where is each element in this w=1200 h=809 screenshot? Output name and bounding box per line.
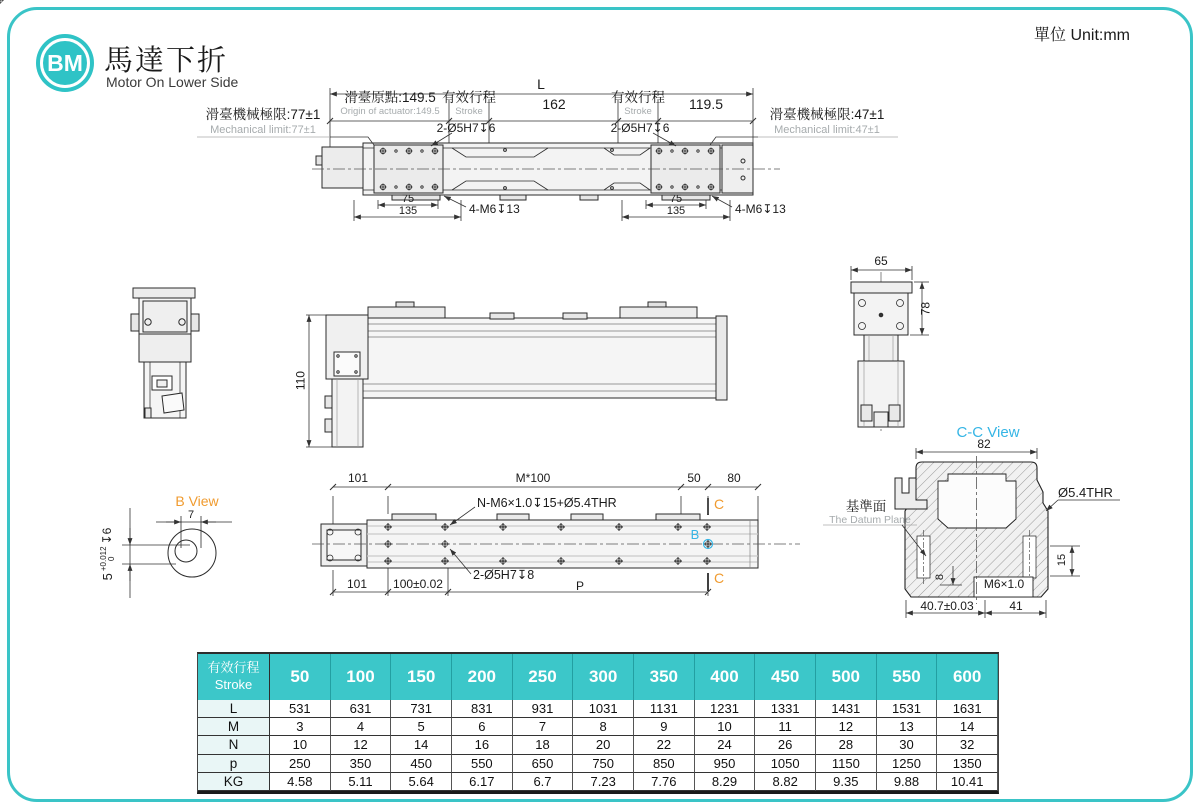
- stroke-header-en: Stroke: [214, 677, 253, 692]
- stroke-label-en-left: Stroke: [455, 106, 483, 117]
- table-cell: 950: [695, 755, 756, 773]
- table-cell: 8.29: [695, 773, 756, 791]
- origin-label-en: Origin of actuator:149.5: [340, 106, 440, 117]
- table-cell: 20: [573, 736, 634, 754]
- dim-L: L: [537, 76, 545, 92]
- page-title: 馬達下折: [104, 45, 229, 77]
- table-cell: 750: [573, 755, 634, 773]
- b-view-label: B View: [175, 493, 219, 509]
- table-cell: 831: [452, 700, 513, 718]
- table-cell: 1150: [816, 755, 877, 773]
- dim-8: 8: [933, 573, 946, 581]
- table-cell: 5.64: [391, 773, 452, 791]
- table-cell: 1350: [937, 755, 998, 773]
- table-cell: 6.17: [452, 773, 513, 791]
- table-cell: 7: [513, 718, 574, 736]
- stroke-header-cell: 300: [573, 654, 634, 700]
- table-cell: 13: [877, 718, 938, 736]
- table-row-label: L: [198, 700, 270, 718]
- dim-5-tol-stack: [100, 546, 117, 571]
- logo-text: BM: [47, 49, 83, 76]
- mech-limit-right-en: Mechanical limit:47±1: [774, 124, 880, 136]
- stroke-header-cell: 550: [877, 654, 938, 700]
- dim-119-5: 119.5: [689, 96, 723, 112]
- table-cell: 731: [391, 700, 452, 718]
- table-cell: 24: [695, 736, 756, 754]
- table-cell: 931: [513, 700, 574, 718]
- stroke-header-cell: 250: [513, 654, 574, 700]
- table-cell: 11: [755, 718, 816, 736]
- tap-note-topface: N-M6×1.0↧15+Ø5.4THR: [477, 496, 617, 510]
- dim-101-bottom: 101: [346, 577, 368, 591]
- table-cell: 550: [452, 755, 513, 773]
- table-cell: 9.35: [816, 773, 877, 791]
- b-marker: B: [690, 527, 700, 542]
- table-cell: 631: [331, 700, 392, 718]
- dim-75-right: 75: [669, 193, 683, 205]
- table-cell: 6: [452, 718, 513, 736]
- table-cell: 5.11: [331, 773, 392, 791]
- stroke-header-zh: 有效行程: [207, 660, 260, 676]
- table-row-label: N: [198, 736, 270, 754]
- table-cell: 450: [391, 755, 452, 773]
- tap-note-right: 4-M6↧13: [735, 202, 786, 216]
- table-cell: 18: [513, 736, 574, 754]
- dim-M100: M*100: [515, 471, 551, 485]
- stroke-header-cell: 600: [937, 654, 998, 700]
- table-cell: 6.7: [513, 773, 574, 791]
- dim-P: P: [575, 579, 585, 593]
- table-cell: 1131: [634, 700, 695, 718]
- stroke-header-cell: 400: [695, 654, 756, 700]
- tap-note-left: 4-M6↧13: [469, 202, 520, 216]
- table-cell: 7.23: [573, 773, 634, 791]
- datum-label-en: The Datum Plane: [829, 514, 911, 526]
- table-cell: 850: [634, 755, 695, 773]
- table-cell: 1031: [573, 700, 634, 718]
- table-cell: 1431: [816, 700, 877, 718]
- table-cell: 22: [634, 736, 695, 754]
- table-cell: 9: [634, 718, 695, 736]
- dim-78: 78: [918, 301, 933, 316]
- dim-75-left: 75: [401, 193, 415, 205]
- thr-note: Ø5.4THR: [1058, 485, 1113, 500]
- dim-40-7: 40.7±0.03: [920, 599, 974, 613]
- stroke-table: [197, 652, 999, 794]
- page-subtitle: Motor On Lower Side: [106, 74, 239, 90]
- dim-15: 15: [1055, 553, 1068, 567]
- dim-7: 7: [187, 509, 195, 521]
- section-c-marker-top: C: [713, 496, 725, 512]
- dim-65: 65: [874, 254, 888, 268]
- table-cell: 350: [331, 755, 392, 773]
- table-cell: 9.88: [877, 773, 938, 791]
- stroke-header-cell: 50: [270, 654, 331, 700]
- cc-view-label: C-C View: [956, 424, 1020, 441]
- dim-41: 41: [1009, 599, 1023, 613]
- table-cell: 3: [270, 718, 331, 736]
- table-cell: 1231: [695, 700, 756, 718]
- stroke-label-zh-right: 有效行程: [611, 90, 665, 105]
- table-cell: 1250: [877, 755, 938, 773]
- stroke-header-cell: 150: [391, 654, 452, 700]
- table-cell: 7.76: [634, 773, 695, 791]
- table-cell: 10: [270, 736, 331, 754]
- mech-limit-left-en: Mechanical limit:77±1: [210, 124, 316, 136]
- table-cell: 650: [513, 755, 574, 773]
- stroke-label-zh-left: 有效行程: [442, 90, 496, 105]
- unit-label: 單位 Unit:mm: [1034, 27, 1131, 44]
- mech-limit-left-zh: 滑臺機械極限:77±1: [205, 107, 321, 122]
- table-cell: 1331: [755, 700, 816, 718]
- table-cell: 16: [452, 736, 513, 754]
- table-cell: 1531: [877, 700, 938, 718]
- table-cell: 14: [937, 718, 998, 736]
- dim-5-tol-lower: 0: [107, 556, 116, 561]
- table-cell: 10: [695, 718, 756, 736]
- hole-note-left: 2-Ø5H7↧6: [436, 121, 496, 135]
- table-cell: 12: [331, 736, 392, 754]
- table-cell: 531: [270, 700, 331, 718]
- dim-101-top: 101: [347, 471, 369, 485]
- table-cell: 30: [877, 736, 938, 754]
- table-cell: 8.82: [755, 773, 816, 791]
- origin-label-zh: 滑臺原點:149.5: [344, 90, 436, 105]
- dim-5-depth: ↧6: [100, 527, 115, 545]
- table-cell: 1631: [937, 700, 998, 718]
- table-row-label: M: [198, 718, 270, 736]
- table-cell: 12: [816, 718, 877, 736]
- stroke-header-cell: 450: [755, 654, 816, 700]
- table-row-label: p: [198, 755, 270, 773]
- dim-5-tolerance: [98, 506, 116, 602]
- stroke-table-corner: [198, 654, 270, 700]
- table-cell: 14: [391, 736, 452, 754]
- table-cell: 5: [391, 718, 452, 736]
- stroke-header-cell: 500: [816, 654, 877, 700]
- table-cell: 1050: [755, 755, 816, 773]
- stroke-header-cell: 350: [634, 654, 695, 700]
- thread-note: M6×1.0: [983, 577, 1025, 591]
- dim-135-right: 135: [666, 205, 686, 217]
- stroke-header-cell: 100: [331, 654, 392, 700]
- dim-100: 100±0.02: [393, 577, 443, 591]
- dim-50: 50: [687, 471, 701, 485]
- mech-limit-right-zh: 滑臺機械極限:47±1: [769, 107, 885, 122]
- stroke-header-cell: 200: [452, 654, 513, 700]
- dim-110: 110: [293, 371, 308, 391]
- table-cell: 8: [573, 718, 634, 736]
- table-cell: 28: [816, 736, 877, 754]
- table-row-label: KG: [198, 773, 270, 791]
- dim-82: 82: [977, 437, 991, 451]
- datum-label-zh: 基準面: [845, 499, 887, 514]
- table-cell: 26: [755, 736, 816, 754]
- table-cell: 10.41: [937, 773, 998, 791]
- dim-135-left: 135: [398, 205, 418, 217]
- stroke-label-en-right: Stroke: [624, 106, 652, 117]
- table-cell: 4: [331, 718, 392, 736]
- dim-162: 162: [542, 96, 566, 112]
- section-c-marker-bottom: C: [713, 570, 725, 586]
- table-cell: 250: [270, 755, 331, 773]
- hole-note-bottomface: 2-Ø5H7↧8: [473, 568, 535, 582]
- hole-note-right: 2-Ø5H7↧6: [610, 121, 670, 135]
- table-cell: 32: [937, 736, 998, 754]
- dim-5-value: 5: [99, 573, 115, 581]
- dim-80: 80: [727, 471, 741, 485]
- table-cell: 4.58: [270, 773, 331, 791]
- dim-5-tol-upper: +0.012: [98, 546, 108, 572]
